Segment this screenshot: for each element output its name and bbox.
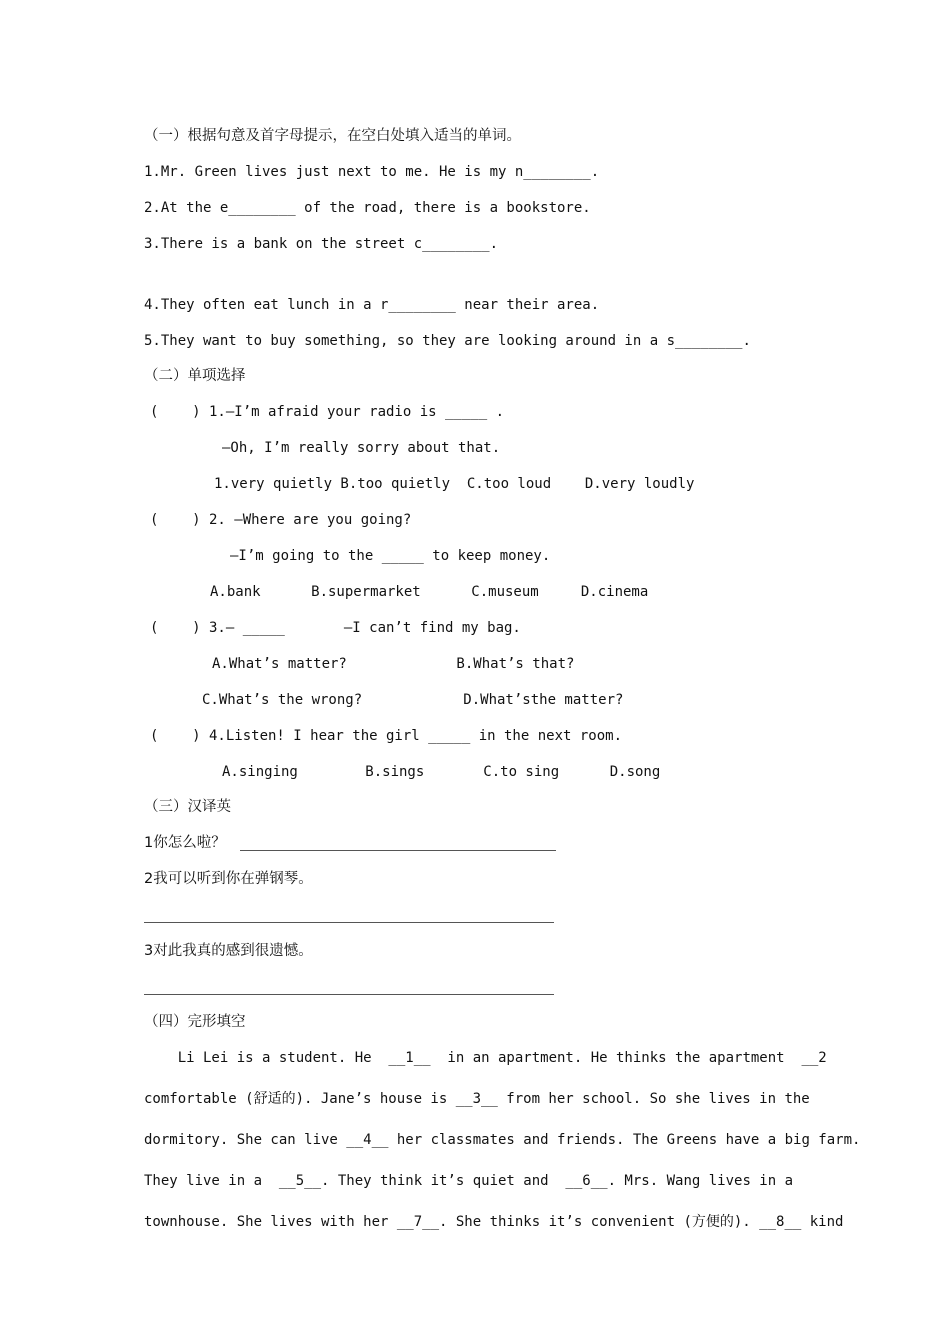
translation-item-1: 1你怎么啦？ [144,835,226,851]
cloze-line-1: Li Lei is a student. He __1__ in an apartment. He thinks the apartment __2 [144,1050,827,1066]
question-1-options: 1.very quietly B.too quietly C.too loud D.very loudly [214,476,695,492]
cloze-line-5: townhouse. She lives with her __7__. She thinks it’s convenient (方便的). __8__ kind [144,1214,844,1230]
cloze-line-2: comfortable (舒适的). Jane’s house is __3__ from her school. So she lives in the [144,1091,810,1107]
question-2-reply: —I’m going to the _____ to keep money. [230,548,551,564]
section4-title: （四）完形填空 [144,1014,246,1030]
question-1-stem: ( ) 1.—I’m afraid your radio is _____ . [150,404,505,420]
section1-item-4: 4.They often eat lunch in a r________ near their area. [144,297,600,313]
question-3-stem: ( ) 3.— _____ —I can’t find my bag. [150,620,521,636]
translation-item-2: 2我可以听到你在弹钢琴。 [144,871,313,887]
question-3-options-row1: A.What’s matter? B.What’s that? [212,656,575,672]
answer-line-1 [240,850,556,851]
question-4-stem: ( ) 4.Listen! I hear the girl _____ in the next room. [150,728,623,744]
section1-item-2: 2.At the e________ of the road, there is a bookstore. [144,200,591,216]
answer-line-2 [144,922,554,923]
question-2-options: A.bank B.supermarket C.museum D.cinema [210,584,649,600]
section1-title: （一）根据句意及首字母提示，在空白处填入适当的单词。 [144,128,521,144]
question-3-options-row2: C.What’s the wrong? D.What’sthe matter? [202,692,624,708]
section2-title: （二）单项选择 [144,368,246,384]
section1-item-5: 5.They want to buy something, so they are looking around in a s________. [144,333,751,349]
translation-item-3: 3对此我真的感到很遗憾。 [144,943,313,959]
question-1-reply: —Oh, I’m really sorry about that. [222,440,501,456]
question-4-options: A.singing B.sings C.to sing D.song [222,764,661,780]
section1-item-1: 1.Mr. Green lives just next to me. He is my n________. [144,164,600,180]
question-2-stem: ( ) 2. —Where are you going? [150,512,412,528]
section1-item-3: 3.There is a bank on the street c________. [144,236,499,252]
cloze-line-3: dormitory. She can live __4__ her classmates and friends. The Greens have a big farm. [144,1132,861,1148]
section3-title: （三）汉译英 [144,799,231,815]
cloze-line-4: They live in a __5__. They think it’s quiet and __6__. Mrs. Wang lives in a [144,1173,794,1189]
answer-line-3 [144,994,554,995]
